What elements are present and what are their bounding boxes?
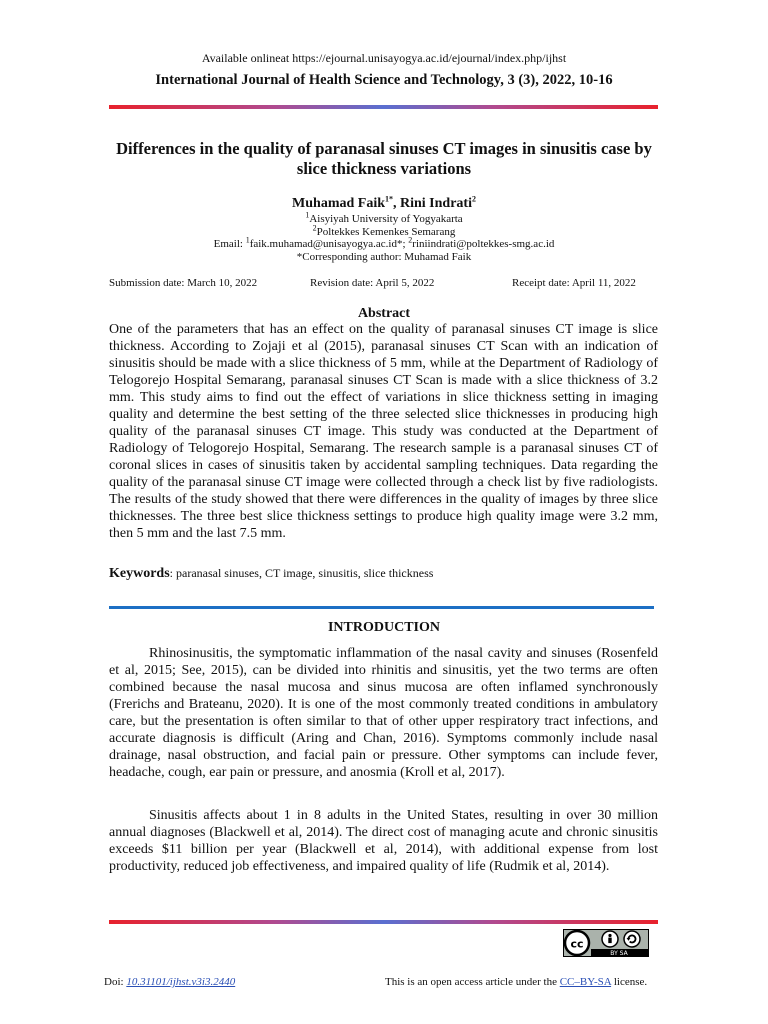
section-divider [109, 606, 654, 609]
author-name: Rini Indrati [400, 196, 472, 211]
journal-citation: International Journal of Health Science and Technology, 3 (3), 2022, 10-16 [155, 72, 613, 88]
doi-line [104, 976, 235, 988]
receipt-date: Receipt date: April 11, 2022 [512, 277, 636, 289]
doi-label: Doi: [104, 976, 127, 988]
license-text: This is an open access article under the [385, 976, 560, 988]
abstract-heading: Abstract [357, 306, 411, 321]
abstract-body: One of the parameters that has an effect on the quality of paranasal sinuses CT image is slice thickness. According to Zojaji et al (2015), paranasal sinuses CT Scan with an indication of sinusitis should be made with a slice thickness of 5 mm, while at the Department of Radiology of Telogorejo Hospital Semarang, paranasal sinuses CT Scan is made with a slice thickness of 3.2 mm. This study aims to find out the effect of variations in slice thickness setting in imaging quality and determine the best setting of the three selected slice thicknesses in producing high quality of the paranasal sinuses CT image. This study was conducted at the Department of Radiology of Telogorejo Hospital, Semarang. The research sample is a paranasal sinuses CT of coronal slices in cases of sinusitis taken by accidental sampling techniques. Data regarding the quality of the paranasal sinuse CT image were collected through a check list by five radiologists. The results of the study showed that there were differences in the quality of images by three slice thicknesses. The three best slice thickness settings to produce high quality image were 3.2 mm, then 5 mm and the last 7.5 mm. [109, 322, 658, 541]
cc-by-sa-badge-icon[interactable] [563, 929, 649, 957]
revision-date: Revision date: April 5, 2022 [310, 277, 435, 289]
email-label: Email: [213, 238, 246, 250]
email-address[interactable]: riniindrati@poltekkes-smg.ac.id [412, 238, 555, 250]
footer-divider [109, 920, 658, 924]
affiliation-superscript: 1 [305, 210, 310, 220]
paper-title: Differences in the quality of paranasal sinuses CT images in sinusitis case by slice thickness variations [116, 139, 652, 178]
introduction-heading: INTRODUCTION [327, 620, 440, 635]
email-superscript: 2 [408, 235, 413, 245]
affiliation-text: Aisyiyah University of Yogyakarta [309, 213, 463, 225]
journal-url-line: Available onlineat https://ejournal.unisayogya.ac.id/ejournal/index.php/ijhst [201, 51, 567, 65]
header-divider [109, 105, 658, 109]
introduction-paragraph: Sinusitis affects about 1 in 8 adults in the United States, resulting in over 30 million annual diagnoses (Blackwell et al, 2014). The direct cost of managing acute and chronic sinusitis exceeds $11 billion per year (Blackwell et al, 2014), with additional expense from lost productivity, reduced job effectiveness, and impaired quality of life (Rudmik et al, 2014). [109, 808, 658, 874]
introduction-paragraph: Rhinosinusitis, the symptomatic inflammation of the nasal cavity and sinuses (Rosenfeld et al, 2015; See, 2015), can be divided into rhinitis and sinusitis, yet the two terms are often combined because the nasal mucosa and sinus mucosa are often inflamed synchronously (Frerichs and Brateanu, 2020). It is one of the most commonly treated conditions in ambulatory care, but the presentation is often similar to that of other upper respiratory tract infections, and accurate diagnosis is difficult (Aring and Chan, 2016). Symptoms commonly include nasal drainage, nasal obstruction, and facial pain or pressure. Other symptoms can include fever, headache, cough, ear pain or pressure, and anosmia (Kroll et al, 2017). [109, 646, 658, 780]
author-line [0, 196, 768, 212]
svg-text:cc: cc [570, 937, 584, 951]
affiliation-text: Poltekkes Kemenkes Semarang [316, 226, 456, 238]
email-address[interactable]: faik.muhamad@unisayogya.ac.id*; [249, 238, 409, 250]
keywords-label: Keywords [109, 566, 170, 581]
author-superscript: 1* [385, 194, 393, 204]
corresponding-author: *Corresponding author: Muhamad Faik [296, 251, 472, 263]
email-superscript: 1 [245, 235, 250, 245]
author-superscript: 2 [471, 194, 476, 204]
author-name: Muhamad Faik [292, 196, 385, 211]
license-line [385, 976, 647, 988]
affiliation [0, 210, 768, 225]
affiliation [0, 223, 768, 238]
cc-badge-text: BY SA [610, 950, 628, 957]
author-separator: , [393, 196, 400, 211]
license-text: license. [611, 976, 648, 988]
submission-date: Submission date: March 10, 2022 [109, 277, 258, 289]
affiliation-superscript: 2 [312, 223, 317, 233]
keywords-text: : paranasal sinuses, CT image, sinusitis, slice thickness [169, 566, 434, 580]
email-line [0, 235, 768, 250]
doi-link[interactable]: 10.31101/ijhst.v3i3.2440 [126, 976, 236, 988]
keywords-line [109, 566, 433, 582]
license-link[interactable]: CC–BY-SA [559, 976, 612, 988]
